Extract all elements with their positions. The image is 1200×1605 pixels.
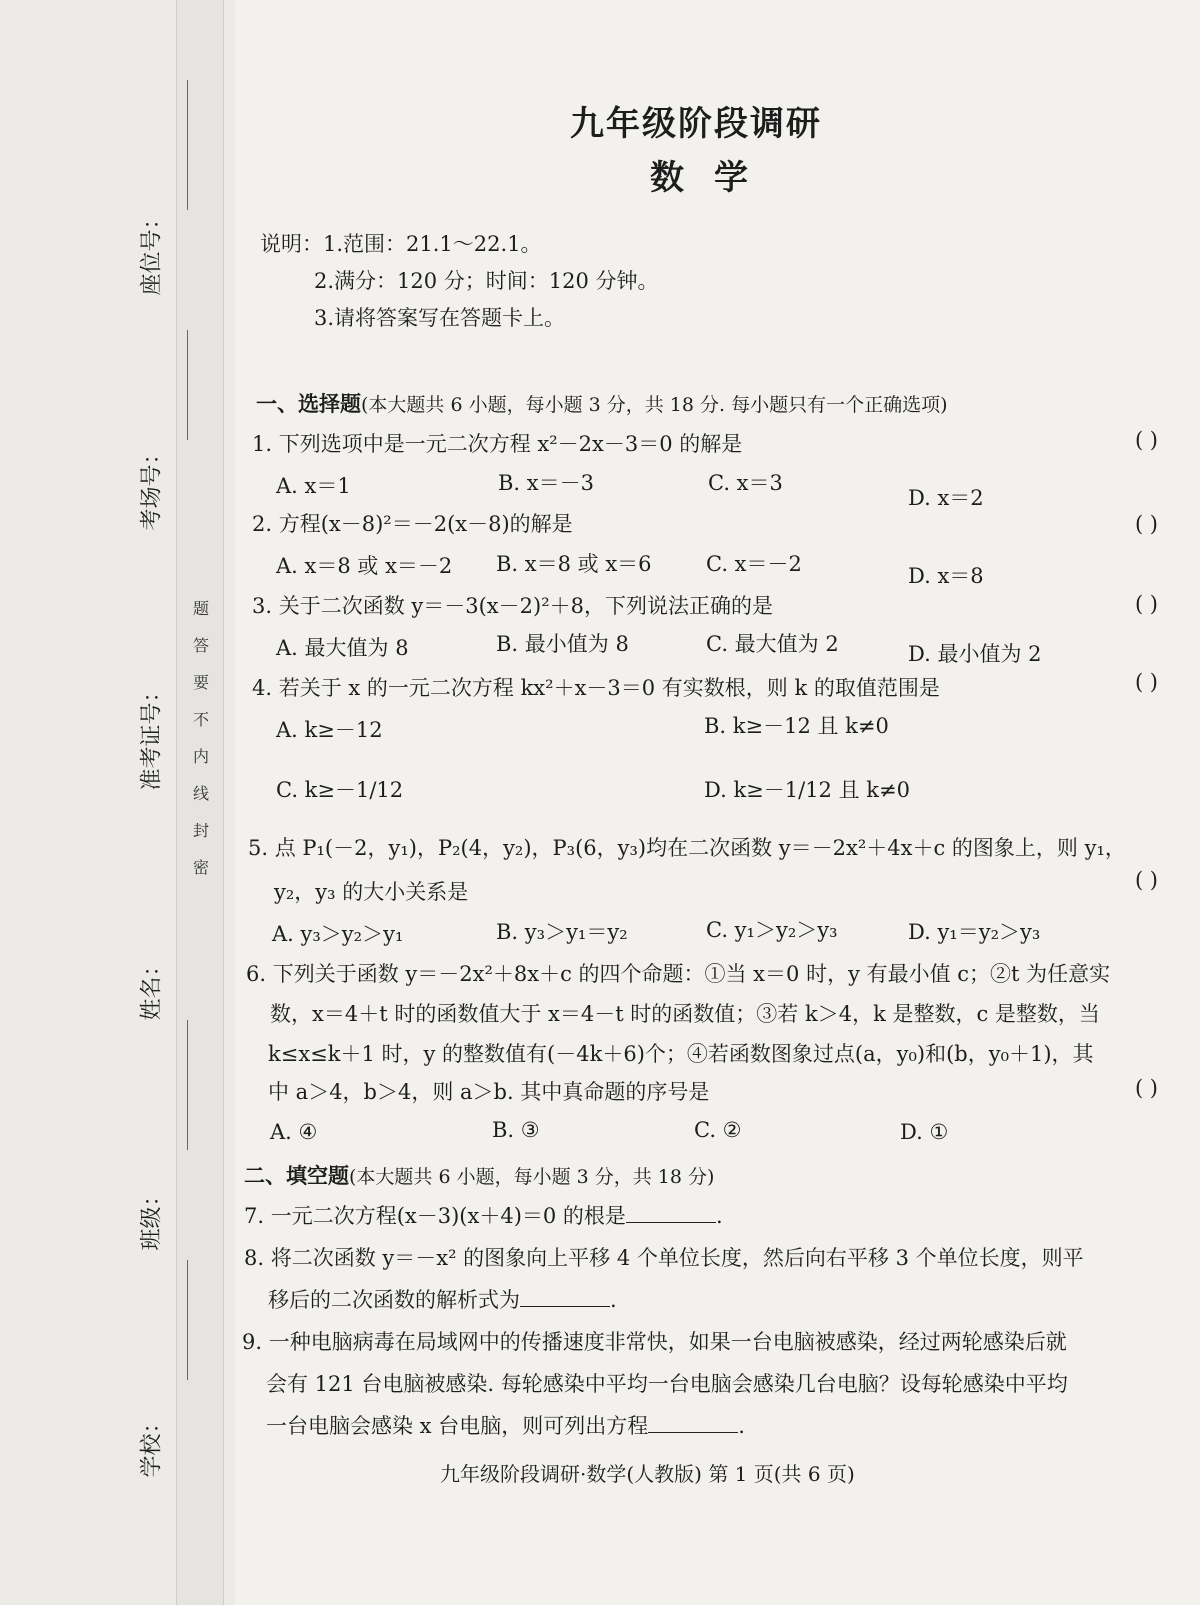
option: A. x＝8 或 x＝－2	[276, 554, 453, 578]
school-label: 学校：	[139, 1411, 165, 1478]
option: D. k≥－1/12 且 k≠0	[704, 778, 910, 802]
option: A. y₃＞y₂＞y₁	[272, 922, 404, 946]
question-stem: 6. 下列关于函数 y＝－2x²＋8x＋c 的四个命题：①当 x＝0 时，y 有最小值 c；②t 为任意实	[246, 962, 1111, 986]
question-stem: 1. 下列选项中是一元二次方程 x²－2x－3＝0 的解是	[252, 432, 743, 456]
fill-question: 9. 一种电脑病毒在局域网中的传播速度非常快，如果一台电脑被感染，经过两轮感染后就	[242, 1330, 1067, 1354]
seal-text: 题 答 要 不 内 线 封 密	[192, 599, 209, 877]
option: D. 最小值为 2	[908, 642, 1042, 666]
answer-blank	[520, 1288, 610, 1307]
fill-question-cont: 一台电脑会感染 x 台电脑，则可列出方程 .	[266, 1414, 745, 1438]
option: B. 最小值为 8	[496, 632, 629, 656]
option: C. k≥－1/12	[276, 778, 404, 802]
fill-question: 8. 将二次函数 y＝－x² 的图象向上平移 4 个单位长度，然后向右平移 3 个单位长度，则平	[244, 1246, 1084, 1270]
exam-id-label: 准考证号：	[139, 680, 165, 791]
answer-paren: ( )	[1134, 428, 1158, 452]
fill-question-cont: 会有 121 台电脑被感染. 每轮感染中平均一台电脑会感染几台电脑？设每轮感染中平均	[266, 1372, 1068, 1396]
option: A. k≥－12	[276, 718, 383, 742]
binding-margin	[0, 0, 235, 1605]
exam-content	[240, 0, 1180, 1605]
option: C. x＝－2	[706, 552, 802, 576]
fill-line	[187, 1260, 188, 1380]
note-line: 说明：1.范围：21.1～22.1。	[260, 232, 542, 256]
option: B. ③	[492, 1118, 540, 1142]
note-line: 2.满分：120 分；时间：120 分钟。	[314, 269, 659, 293]
question-stem-cont: 中 a＞4，b＞4，则 a＞b. 其中真命题的序号是	[268, 1080, 710, 1104]
answer-paren: ( )	[1134, 868, 1158, 892]
option: B. y₃＞y₁＝y₂	[496, 920, 628, 944]
page-footer: 九年级阶段调研·数学(人教版) 第 1 页(共 6 页)	[440, 1462, 855, 1486]
note-line: 3.请将答案写在答题卡上。	[314, 306, 566, 330]
exam-room-label: 考场号：	[139, 442, 165, 531]
answer-blank	[626, 1204, 716, 1223]
option: C. ②	[694, 1118, 742, 1142]
question-stem: 2. 方程(x－8)²＝－2(x－8)的解是	[252, 512, 573, 536]
question-stem-cont: k≤x≤k＋1 时，y 的整数值有(－4k＋6)个；④若函数图象过点(a，y₀)和(b，y₀＋1)，其	[268, 1042, 1094, 1066]
question-stem-cont: 数，x＝4＋t 时的函数值大于 x＝4－t 时的函数值；③若 k＞4，k 是整数，c 是整数，当	[270, 1002, 1100, 1026]
option: D. x＝2	[908, 486, 984, 510]
fill-line	[187, 80, 188, 210]
option: A. x＝1	[276, 474, 351, 498]
exam-subject: 数学	[650, 158, 778, 198]
option: B. k≥－12 且 k≠0	[704, 714, 889, 738]
option: C. y₁＞y₂＞y₃	[706, 918, 838, 942]
question-stem: 5. 点 P₁(－2，y₁)，P₂(4，y₂)，P₃(6，y₃)均在二次函数 y＝－2x²＋4x＋c 的图象上，则 y₁，	[248, 836, 1126, 860]
option: B. x＝8 或 x＝6	[496, 552, 652, 576]
option: C. x＝3	[708, 471, 783, 495]
option: C. 最大值为 2	[706, 632, 839, 656]
fill-line	[187, 330, 188, 440]
option: A. 最大值为 8	[276, 636, 409, 660]
answer-paren: ( )	[1134, 670, 1158, 694]
fill-line	[187, 1020, 188, 1150]
option: D. ①	[900, 1120, 949, 1144]
question-stem: 3. 关于二次函数 y＝－3(x－2)²＋8，下列说法正确的是	[252, 594, 773, 618]
option: B. x＝－3	[498, 471, 594, 495]
section-heading: 一、选择题(本大题共 6 小题，每小题 3 分，共 18 分. 每小题只有一个正确选项)	[256, 391, 948, 416]
question-stem-cont: y₂，y₃ 的大小关系是	[274, 880, 469, 904]
option: D. y₁＝y₂＞y₃	[908, 920, 1041, 944]
answer-paren: ( )	[1134, 1076, 1158, 1100]
fill-question: 7. 一元二次方程(x－3)(x＋4)＝0 的根是 .	[244, 1204, 723, 1228]
answer-blank	[648, 1414, 738, 1433]
option: D. x＝8	[908, 564, 984, 588]
section-heading: 二、填空题(本大题共 6 小题，每小题 3 分，共 18 分)	[244, 1163, 715, 1188]
class-label: 班级：	[139, 1184, 165, 1251]
seat-label: 座位号：	[139, 207, 165, 296]
name-label: 姓名：	[139, 954, 165, 1021]
fill-question-cont: 移后的二次函数的解析式为 .	[268, 1288, 617, 1312]
option: A. ④	[270, 1120, 318, 1144]
answer-paren: ( )	[1134, 592, 1158, 616]
answer-paren: ( )	[1134, 512, 1158, 536]
question-stem: 4. 若关于 x 的一元二次方程 kx²＋x－3＝0 有实数根，则 k 的取值范围是	[252, 676, 940, 700]
exam-title: 九年级阶段调研	[570, 104, 822, 144]
